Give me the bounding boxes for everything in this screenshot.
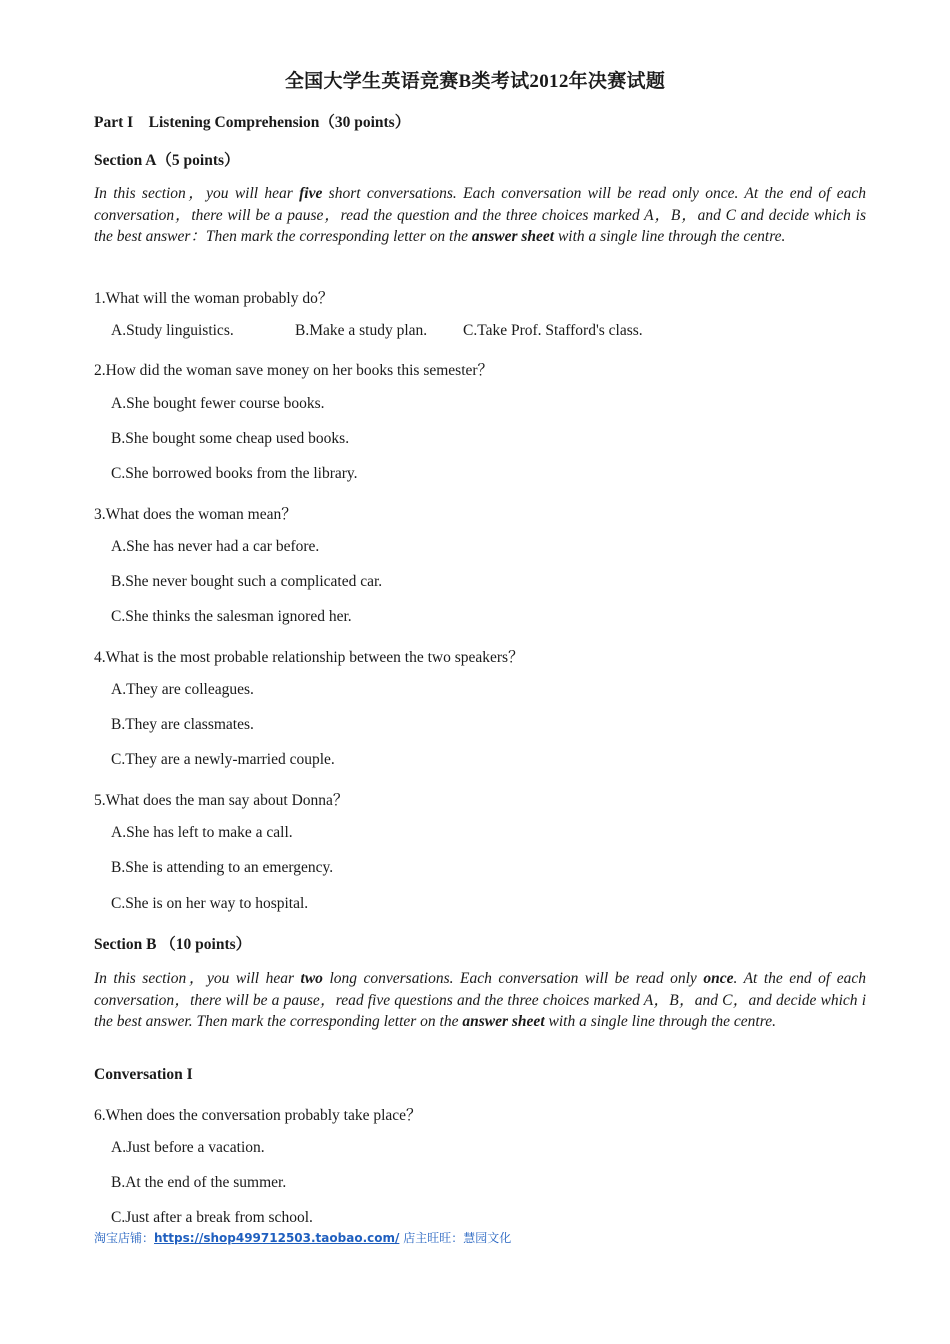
question-6: 6.When does the conversation probably take place？ <box>94 1107 422 1124</box>
question-4: 4.What is the most probable relationship between the two speakers？ <box>94 649 524 666</box>
instr-emphasis: answer sheet <box>462 1013 545 1030</box>
part-heading: Part I Listening Comprehension（30 points） <box>94 114 411 131</box>
instr-text: In this section，you will hear <box>94 970 301 987</box>
instr-text: . At the end of each conversation，there will be a pause，read five questions and the three choices marked A，B，and C，and decide which i the best answer. Then mark the corresponding letter on the <box>94 970 866 1030</box>
instr-text: In this section，you will hear <box>94 185 300 202</box>
instr-text: short conversations. Each conversation will be read only once. At the end of each conversation，there will be a pause，read the question and the three choices marked A，B，and C and decide which is the best answer：Then mark the corresponding letter on the <box>94 185 866 245</box>
page-title: 全国大学生英语竞赛B类考试2012年决赛试题 <box>284 71 666 92</box>
instr-emphasis: once <box>703 970 734 987</box>
question-1: 1.What will the woman probably do？ <box>94 290 334 307</box>
option-a: A.She has never had a car before. <box>111 538 320 555</box>
option-b: B.She is attending to an emergency. <box>111 859 334 876</box>
conversation-heading: Conversation I <box>94 1066 193 1083</box>
instr-text: with a single line through the centre. <box>544 1013 776 1030</box>
section-a-instructions <box>94 183 866 248</box>
instr-emphasis: two <box>300 970 323 987</box>
question-2: 2.How did the woman save money on her books this semester？ <box>94 362 494 379</box>
option-c: C.Just after a break from school. <box>111 1209 313 1226</box>
question-3: 3.What does the woman mean？ <box>94 506 297 523</box>
option-b: B.Make a study plan. <box>295 322 428 339</box>
question-5: 5.What does the man say about Donna？ <box>94 792 349 809</box>
option-c: C.They are a newly-married couple. <box>111 751 335 768</box>
option-a: A.Just before a vacation. <box>111 1139 265 1156</box>
instr-emphasis: five <box>299 185 323 202</box>
option-a: A.She has left to make a call. <box>111 824 293 841</box>
footer-prefix: 淘宝店铺： <box>94 1231 155 1245</box>
footer-suffix: 店主旺旺：慧园文化 <box>399 1231 512 1245</box>
shop-link[interactable]: https://shop499712503.taobao.com/ <box>154 1231 400 1245</box>
instr-text: long conversations. Each conversation will be read only <box>322 970 704 987</box>
option-b: B.They are classmates. <box>111 716 254 733</box>
option-c: C.Take Prof. Stafford's class. <box>463 322 643 339</box>
shop-footer <box>94 1229 511 1246</box>
instr-text: with a single line through the centre. <box>554 228 786 245</box>
option-b: B.At the end of the summer. <box>111 1174 287 1191</box>
option-c: C.She borrowed books from the library. <box>111 465 358 482</box>
section-a-heading: Section A（5 points） <box>94 152 240 169</box>
option-a: A.Study linguistics. <box>111 322 234 339</box>
section-b-heading: Section B （10 points） <box>94 936 252 953</box>
option-c: C.She thinks the salesman ignored her. <box>111 608 352 625</box>
section-b-instructions <box>94 968 866 1033</box>
instr-emphasis: answer sheet <box>471 228 555 245</box>
option-b: B.She never bought such a complicated car. <box>111 573 383 590</box>
option-c: C.She is on her way to hospital. <box>111 895 309 912</box>
option-a: A.They are colleagues. <box>111 681 254 698</box>
option-a: A.She bought fewer course books. <box>111 395 325 412</box>
option-b: B.She bought some cheap used books. <box>111 430 350 447</box>
